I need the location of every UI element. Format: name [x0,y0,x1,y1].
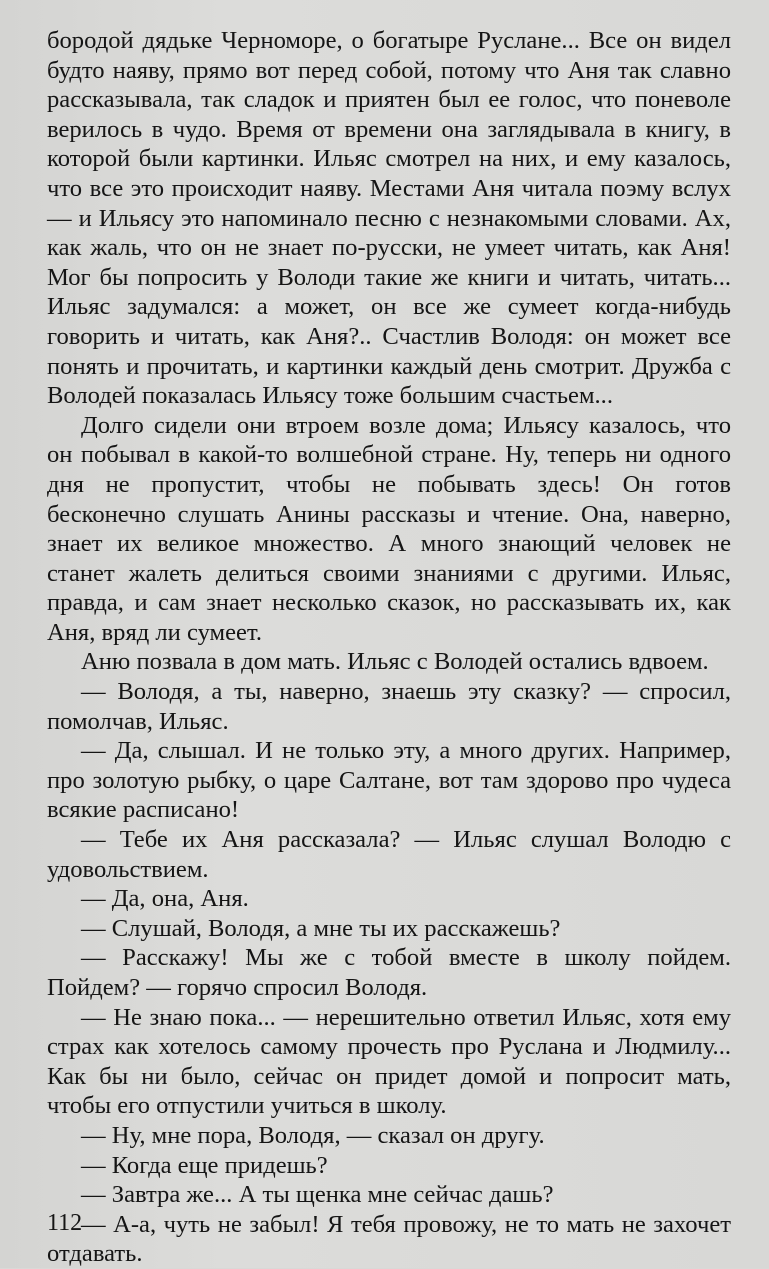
dialogue-line: — Завтра же... А ты щенка мне сейчас дашь? [81,1181,554,1209]
dialogue-line: — Ну, мне пора, Володя, — сказал он другу. [81,1121,545,1149]
dialogue-line: — А-а, чуть не забыл! Я тебя провожу, не то мать не захочет отдавать. [47,1210,731,1268]
body-text [47,26,731,1269]
paragraph: Аню позвала в дом мать. Ильяс с Володей остались вдвоем. [81,648,709,676]
dialogue-line: — Расскажу! Мы же с тобой вместе в школу пойдем. Пойдем? — горячо спросил Володя. [47,944,731,1001]
dialogue-line: — Володя, а ты, наверно, знаешь эту сказку? — спросил, помолчав, Ильяс. [47,678,731,735]
dialogue-line: — Слушай, Володя, а мне ты их расскажешь? [81,914,561,942]
paragraph: бородой дядьке Черноморе, о богатыре Руслане... Все он видел будто наяву, прямо вот перед собой, потому что Аня так славно рассказывала, так сладок и приятен был ее голос, что поневоле верилось в чудо. Время от времени она заглядывала в книгу, в которой были картинки. Ильяс смотрел на них, и ему казалось, что все это происходит наяву. Местами Аня читала поэму вслух — и Ильясу это напоминало песню с незнакомыми словами. Ах, как жаль, что он не знает по-русски, не умеет читать, как Аня! Мог бы попросить у Володи такие же книги и читать, читать... Ильяс задумался: а может, он все же сумеет когда-нибудь говорить и читать, как Аня?.. Счастлив Володя: он может все понять и прочитать, и картинки каждый день смотрит. Дружба с Володей показалась Ильясу тоже большим счастьем... [47,27,731,410]
paragraph: Долго сидели они втроем возле дома; Ильясу казалось, что он побывал в какой-то волшебной стране. Ну, теперь ни одного дня не пропустит, чтобы не побывать здесь! Он готов бесконечно слушать Анины рассказы и чтение. Она, наверно, знает их великое множество. А много знающий человек не станет жалеть делиться своими знаниями с другими. Ильяс, правда, и сам знает несколько сказок, но рассказывать их, как Аня, вряд ли сумеет. [47,411,731,646]
dialogue-line: — Да, она, Аня. [81,885,249,913]
dialogue-line: — Когда еще придешь? [81,1151,328,1179]
page-number: 112 [47,1210,83,1236]
dialogue-line: — Да, слышал. И не только эту, а много других. Например, про золотую рыбку, о царе Салтане, вот там здорово про чудеса всякие расписано! [47,737,731,824]
dialogue-line: — Тебе их Аня рассказала? — Ильяс слушал Володю с удовольствием. [47,826,731,883]
dialogue-line: — Не знаю пока... — нерешительно ответил Ильяс, хотя ему страх как хотелось самому прочесть про Руслана и Людмилу... Как бы ни было, сейчас он придет домой и попросит мать, чтобы его отпустили учиться в школу. [47,1003,731,1120]
